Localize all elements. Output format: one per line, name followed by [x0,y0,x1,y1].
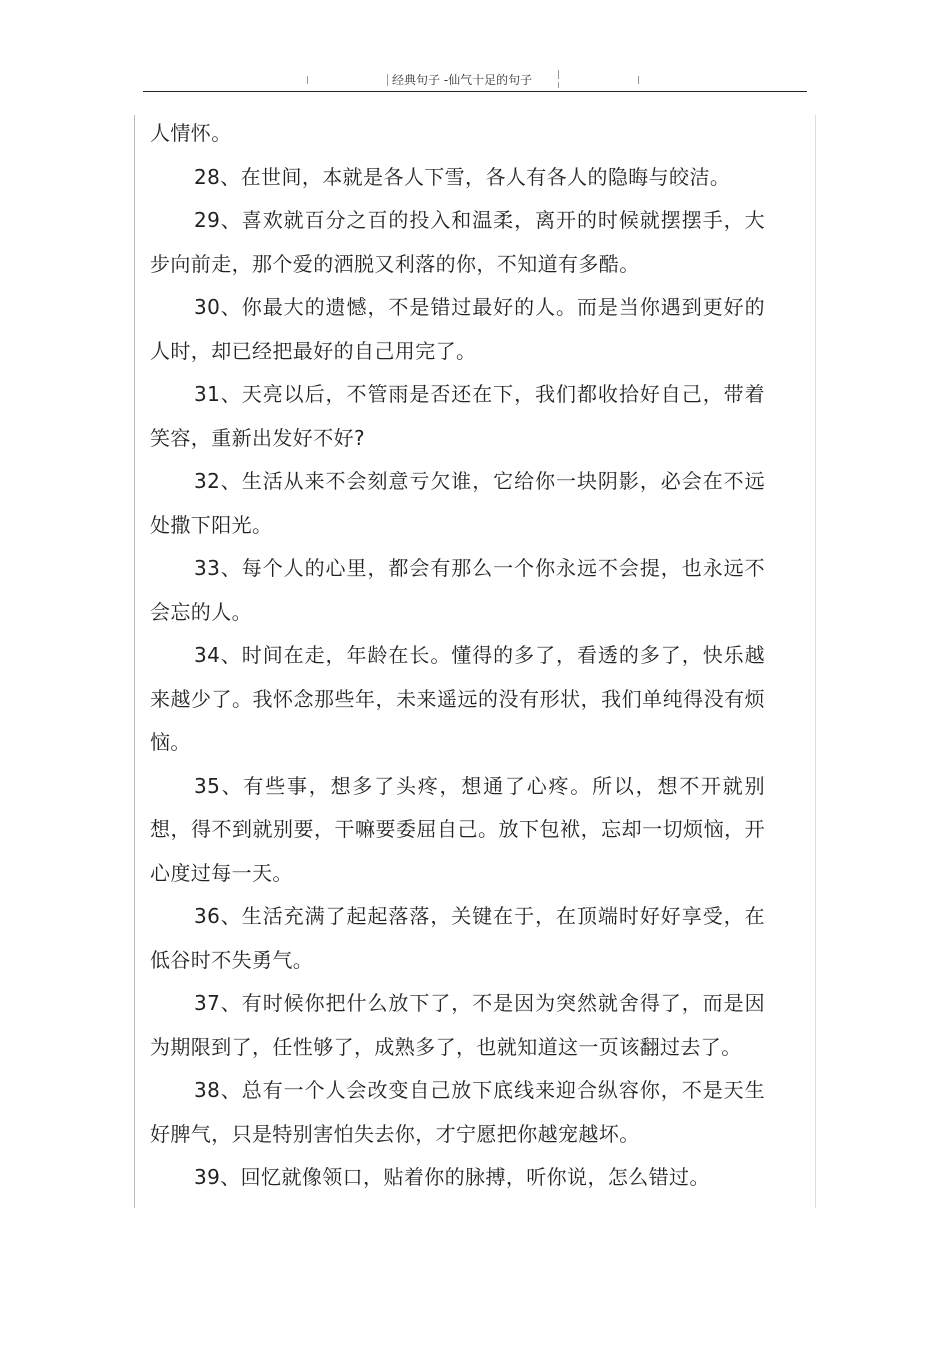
header-tick-mark [558,70,559,79]
paragraph: 38、总有一个人会改变自己放下底线来迎合纵容你，不是天生好脾气，只是特别害怕失去你，才宁愿把你越宠越坏。 [150,1078,765,1146]
paragraph: 32、生活从来不会刻意亏欠谁，它给你一块阴影，必会在不远处撒下阳光。 [150,469,765,537]
paragraph: 36、生活充满了起起落落，关键在于，在顶端时好好享受，在低谷时不失勇气。 [150,904,765,972]
header-tick-mark [307,76,308,84]
header-title: 经典句子 -仙气十足的句子 [392,73,533,87]
paragraph: 33、每个人的心里，都会有那么一个你永远不会提，也永远不会忘的人。 [150,556,765,624]
header-tick-mark [638,76,639,84]
header-tick-mark [387,74,388,86]
paragraph: 37、有时候你把什么放下了，不是因为突然就舍得了，而是因为期限到了，任性够了，成熟多了，也就知道这一页该翻过去了。 [150,991,765,1059]
paragraph: 34、时间在走，年龄在长。懂得的多了，看透的多了，快乐越来越少了。我怀念那些年，未来遥远的没有形状，我们单纯得没有烦恼。 [150,643,765,754]
paragraph: 人情怀。 [150,121,232,145]
paragraph: 31、天亮以后，不管雨是否还在下，我们都收拾好自己，带着笑容，重新出发好不好? [150,382,765,450]
paragraph: 29、喜欢就百分之百的投入和温柔，离开的时候就摆摆手，大步向前走，那个爱的洒脱又利落的你，不知道有多酷。 [150,208,765,276]
header-divider [143,91,807,92]
document-body [150,112,765,1200]
header-tick-mark [558,82,559,88]
paragraph: 30、你最大的遗憾，不是错过最好的人。而是当你遇到更好的人时，却已经把最好的自己用完了。 [150,295,765,363]
paragraph: 39、回忆就像领口，贴着你的脉搏，听你说，怎么错过。 [194,1165,710,1189]
right-margin-line [815,115,816,1208]
left-margin-line [134,115,135,1208]
paragraph: 28、在世间，本就是各人下雪，各人有各人的隐晦与皎洁。 [194,164,731,189]
page-header [0,66,950,92]
paragraph: 35、有些事，想多了头疼，想通了心疼。所以，想不开就别想，得不到就别要，干嘛要委屈自己。放下包袱，忘却一切烦恼，开心度过每一天。 [150,773,765,885]
